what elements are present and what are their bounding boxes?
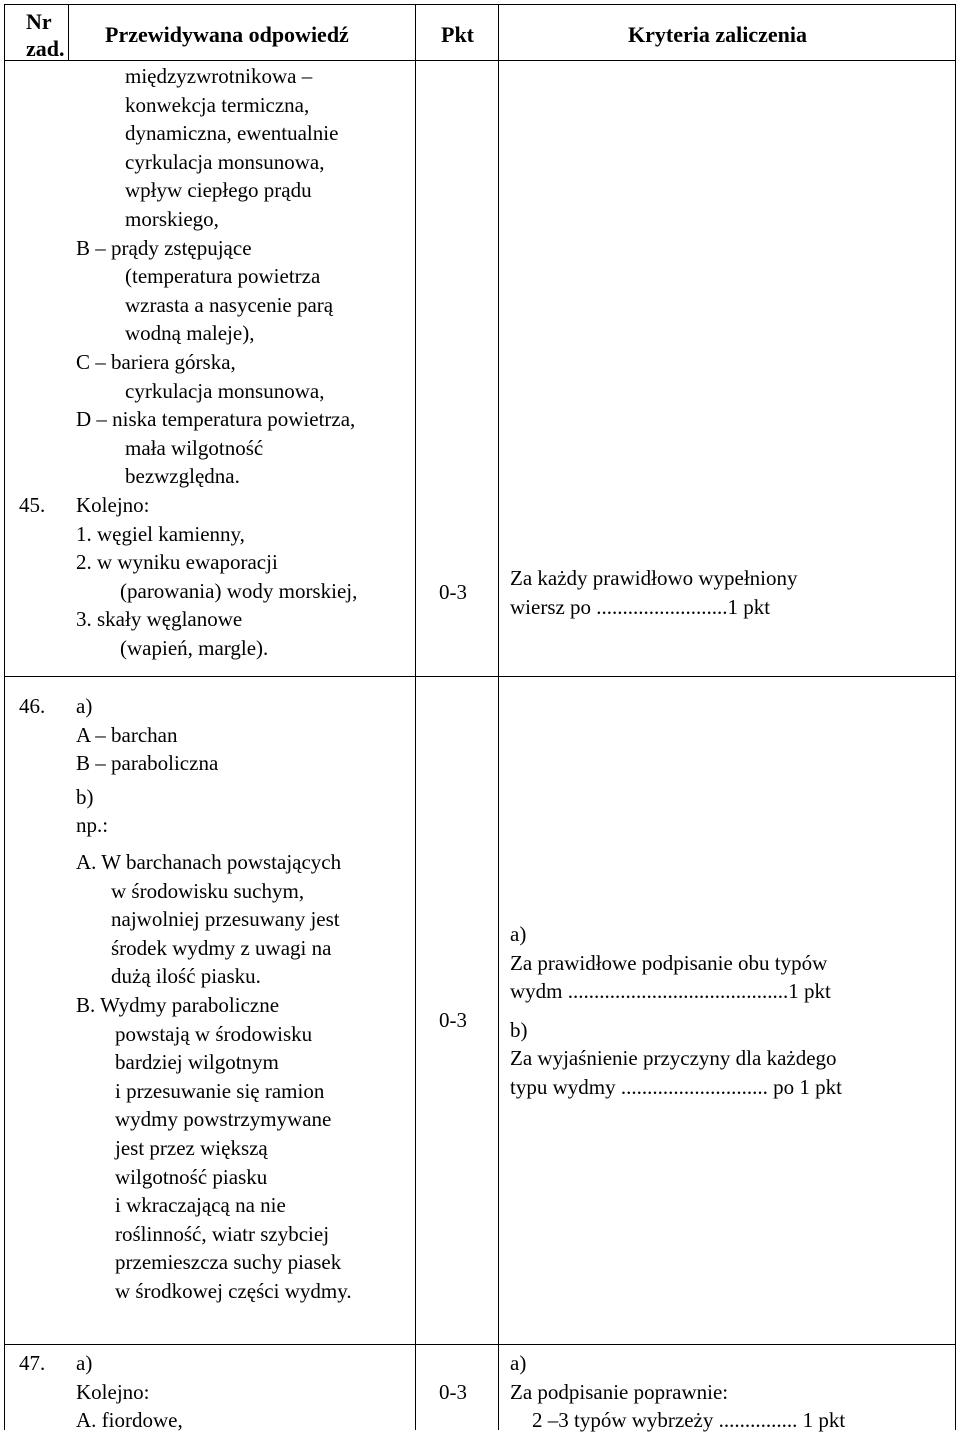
answer-line: np.:	[76, 813, 109, 838]
answer-line: wilgotność piasku	[115, 1164, 268, 1189]
answer-line: a)	[76, 694, 93, 718]
answer-line: A. fiordowe,	[76, 1408, 183, 1433]
answer-line: morskiego,	[125, 206, 219, 231]
answer-line: a)	[76, 1351, 93, 1375]
answer-line: B – prądy zstępujące	[76, 235, 252, 260]
answer-line: mała wilgotność	[125, 435, 264, 460]
answer-line: i przesuwanie się ramion	[115, 1078, 325, 1103]
answer-line: Kolejno:	[76, 493, 150, 517]
answer-line: cyrkulacja monsunowa,	[125, 378, 325, 403]
row-divider-45-46	[4, 676, 956, 677]
header-criteria: Kryteria zaliczenia	[628, 22, 807, 47]
column-divider-points	[498, 4, 499, 1430]
row45-answer	[76, 491, 357, 663]
answer-line: B. Wydmy paraboliczne	[76, 992, 280, 1017]
row46-criteria	[510, 920, 842, 1102]
answer-line: wydmy powstrzymywane	[115, 1107, 332, 1132]
criteria-line: a)	[510, 1351, 527, 1375]
table-border-top	[4, 4, 956, 5]
criteria-line: 2 –3 typów wybrzeży ............... 1 pkt	[532, 1408, 846, 1433]
row45-points: 0-3	[439, 580, 467, 604]
answer-line: konwekcja termiczna,	[125, 92, 310, 117]
answer-line: międzyzwrotnikowa –	[125, 64, 313, 88]
answer-line: bezwzględna.	[125, 464, 240, 489]
row46-answer	[76, 692, 352, 1305]
column-divider-nr	[68, 4, 69, 60]
row-divider-46-47	[4, 1344, 956, 1345]
criteria-line: Za podpisanie poprawnie:	[510, 1379, 729, 1404]
row46-number: 46.	[19, 694, 46, 718]
answer-line: B – paraboliczna	[76, 751, 219, 776]
criteria-line: typu wydmy ............................ po 1 pkt	[510, 1074, 842, 1099]
row45-number: 45.	[19, 493, 46, 517]
answer-line: środek wydmy z uwagi na	[111, 935, 332, 960]
answer-line: najwolniej przesuwany jest	[111, 907, 340, 932]
answer-line: przemieszcza suchy piasek	[115, 1250, 342, 1275]
criteria-line: Za każdy prawidłowo wypełniony	[510, 566, 798, 590]
row47-answer	[76, 1349, 183, 1435]
criteria-line: wydm ..........................................1 pkt	[510, 979, 831, 1004]
answer-line: jest przez większą	[115, 1135, 268, 1160]
header-nr-line1: Nr	[26, 9, 52, 34]
criteria-line: b)	[510, 1017, 528, 1042]
criteria-line: Za wyjaśnienie przyczyny dla każdego	[510, 1046, 837, 1071]
header-answer: Przewidywana odpowiedź	[105, 22, 349, 47]
answer-line: b)	[76, 784, 94, 809]
row46-points: 0-3	[439, 1008, 467, 1032]
table-border-right	[955, 4, 956, 1430]
row44-answer	[76, 62, 355, 491]
criteria-line: a)	[510, 922, 527, 946]
row47-criteria	[510, 1349, 845, 1435]
answer-line: bardziej wilgotnym	[115, 1050, 279, 1075]
answer-line: powstają w środowisku	[115, 1021, 313, 1046]
row47-number: 47.	[19, 1351, 46, 1375]
row45-criteria	[510, 564, 798, 621]
answer-line: i wkraczającą na nie	[115, 1193, 286, 1218]
header-divider	[4, 60, 956, 61]
answer-line: wodną maleje),	[125, 321, 255, 346]
answer-line: wzrasta a nasycenie parą	[125, 292, 334, 317]
answer-line: 1. węgiel kamienny,	[76, 521, 245, 546]
answer-line: cyrkulacja monsunowa,	[125, 149, 325, 174]
header-nr-line2: zad.	[26, 36, 65, 61]
header-nr	[26, 8, 65, 62]
criteria-line: wiersz po .........................1 pkt	[510, 594, 771, 619]
answer-line: w środkowej części wydmy.	[115, 1278, 352, 1303]
answer-line: C – bariera górska,	[76, 349, 236, 374]
answer-line: Kolejno:	[76, 1379, 150, 1404]
answer-line: A. W barchanach powstających	[76, 849, 342, 874]
answer-line: D – niska temperatura powietrza,	[76, 407, 356, 432]
answer-line: roślinność, wiatr szybciej	[115, 1221, 330, 1246]
answer-line: A – barchan	[76, 722, 178, 747]
column-divider-answer	[415, 4, 416, 1430]
answer-line: (parowania) wody morskiej,	[120, 578, 358, 603]
answer-line: wpływ ciepłego prądu	[125, 178, 312, 203]
answer-line: w środowisku suchym,	[111, 878, 305, 903]
answer-line: (wapień, margle).	[120, 635, 269, 660]
row47-points: 0-3	[439, 1380, 467, 1404]
criteria-line: Za prawidłowe podpisanie obu typów	[510, 950, 828, 975]
answer-key-table	[4, 4, 956, 1433]
answer-line: dynamiczna, ewentualnie	[125, 121, 339, 146]
answer-line: 3. skały węglanowe	[76, 607, 243, 632]
answer-line: 2. w wyniku ewaporacji	[76, 550, 278, 575]
answer-line: (temperatura powietrza	[125, 264, 321, 289]
table-border-left	[4, 4, 5, 1430]
answer-line: dużą ilość piasku.	[111, 964, 261, 989]
header-points: Pkt	[441, 22, 474, 47]
